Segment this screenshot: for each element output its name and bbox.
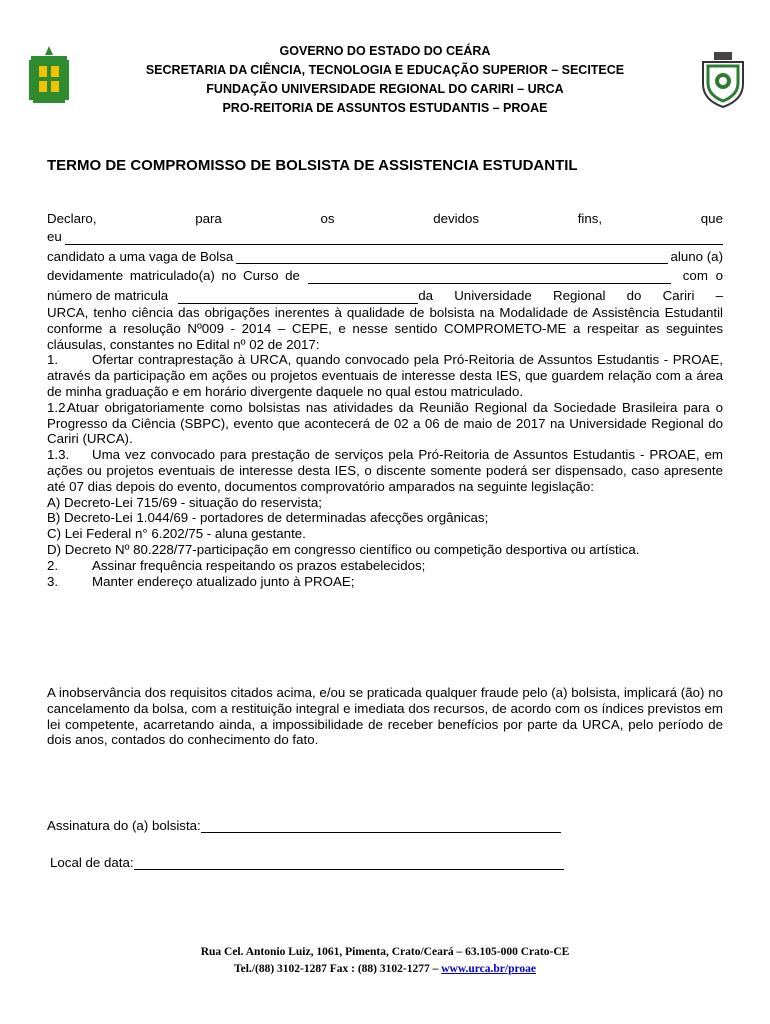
legislation-item: C) Lei Federal n° 6.202/75 - aluna gestante. bbox=[47, 526, 306, 542]
course-line bbox=[47, 268, 723, 284]
legislation-list bbox=[47, 495, 723, 558]
clause-number: 1.3. bbox=[47, 447, 70, 463]
intro-word: Declaro, bbox=[47, 211, 97, 226]
header-line-3: FUNDAÇÃO UNIVERSIDADE REGIONAL DO CARIRI – URCA bbox=[206, 82, 564, 96]
intro-line-1 bbox=[47, 211, 723, 227]
name-line bbox=[47, 229, 723, 245]
footer-address: Rua Cel. Antonio Luiz, 1061, Pimenta, Crato/Ceará – 63.105-000 Crato-CE bbox=[200, 946, 570, 958]
registration-field[interactable] bbox=[178, 292, 418, 304]
clause-2 bbox=[47, 558, 723, 574]
clause-body: Uma vez convocado para prestação de serviços pela Pró-Reitoria de Assuntos Estudantis - PROAE, em ações ou projetos eventuais de interesse desta IES, o discente somente poderá ser dispensado, caso apresente até 07 dias depois do evento, documentos comprovatório amparados na seguinte legislação: bbox=[47, 447, 723, 494]
scholarship-label: candidato a uma vaga de Bolsa bbox=[47, 248, 234, 264]
document-body bbox=[47, 211, 723, 589]
clause-3 bbox=[47, 574, 723, 590]
footer-website-link[interactable]: www.urca.br/proae bbox=[441, 963, 536, 975]
clause-number: 3. bbox=[47, 573, 59, 589]
header-line-4: PRO-REITORIA DE ASSUNTOS ESTUDANTIS – PROAE bbox=[222, 101, 548, 115]
eu-label: eu bbox=[47, 228, 62, 244]
intro-word: que bbox=[700, 211, 723, 226]
footer-phone: Tel./(88) 3102-1287 Fax : (88) 3102-1277 – bbox=[234, 963, 439, 975]
intro-word: para bbox=[195, 211, 222, 226]
location-date-field[interactable] bbox=[134, 857, 564, 870]
registration-label: número de matricula bbox=[47, 288, 169, 304]
scholarship-line bbox=[47, 249, 723, 265]
intro-word: devidos bbox=[433, 211, 480, 226]
clause-text bbox=[47, 400, 723, 447]
footer-contact bbox=[0, 961, 770, 978]
clause-text bbox=[47, 447, 723, 494]
clause-1 bbox=[47, 352, 723, 399]
signature-row bbox=[47, 818, 561, 833]
clause-body: Assinar frequência respeitando os prazos estabelecidos; bbox=[92, 557, 426, 573]
legislation-item: A) Decreto-Lei 715/69 - situação do reservista; bbox=[47, 494, 322, 510]
course-suffix: com o bbox=[682, 268, 723, 284]
intro-paragraph: URCA, tenho ciência das obrigações inerentes à qualidade de bolsista na Modalidade de Assistência Estudantil conforme a resolução Nº009 - 2014 – CEPE, e nesse sentido COMPROMETO-ME a respeitar as seguintes cláusulas, constantes no Edital nº 02 de 2017: bbox=[47, 304, 723, 352]
name-field[interactable] bbox=[65, 233, 723, 245]
legislation-item: B) Decreto-Lei 1.044/69 - portadores de determinadas afecções orgânicas; bbox=[47, 510, 489, 526]
clause-text bbox=[47, 352, 723, 399]
footer bbox=[0, 944, 770, 978]
signature-label: Assinatura do (a) bolsista: bbox=[47, 818, 201, 833]
header-line-1: GOVERNO DO ESTADO DO CEÁRA bbox=[279, 44, 491, 58]
closing-paragraph: A inobservância dos requisitos citados acima, e/ou se praticada qualquer fraude pelo (a) bolsista, implicará (ão) no cancelamento da bolsa, com a restituição integral e imediata dos recursos, de acordo com os índices previstos em lei competente, acarretando ainda, a impossibilidade de receber benefícios por parte da URCA, pelo período de dois anos, contados do conhecimento do fato. bbox=[47, 685, 723, 748]
intro-word: os bbox=[320, 211, 335, 226]
clause-number: 1. bbox=[47, 352, 59, 368]
header-line-2: SECRETARIA DA CIÊNCIA, TECNOLOGIA E EDUCAÇÃO SUPERIOR – SECITECE bbox=[145, 63, 625, 77]
closing-section bbox=[47, 685, 723, 748]
document-title: TERMO DE COMPROMISSO DE BOLSISTA DE ASSISTENCIA ESTUDANTIL bbox=[47, 157, 578, 174]
clause-body: Ofertar contraprestação à URCA, quando convocado pela Pró-Reitoria de Assuntos Estudantis - PROAE, através da participação em ações ou projetos eventuais de interesse desta IES, que guardem relação com a área de minha graduação e em horário divergente daquele no qual estou matriculado. bbox=[47, 352, 723, 399]
clause-body: Manter endereço atualizado junto à PROAE; bbox=[92, 573, 355, 589]
university-label: da Universidade Regional do Cariri – bbox=[418, 288, 723, 304]
clause-1-2 bbox=[47, 400, 723, 447]
clause-number: 2. bbox=[47, 557, 59, 573]
clause-number: 1.2. bbox=[47, 399, 70, 415]
registration-line bbox=[47, 288, 723, 304]
location-date-label: Local de data: bbox=[50, 855, 134, 870]
scholarship-field[interactable] bbox=[236, 252, 667, 264]
clause-1-3 bbox=[47, 447, 723, 494]
clause-body: Atuar obrigatoriamente como bolsistas nas atividades da Reunião Regional da Sociedade Brasileira para o Progresso da Ciência (SBPC), evento que acontecerá de 02 a 06 de maio de 2017 na Universidade Regional do Cariri (URCA). bbox=[47, 399, 723, 447]
student-label: aluno (a) bbox=[670, 248, 723, 264]
course-field[interactable] bbox=[308, 272, 671, 284]
legislation-item: D) Decreto Nº 80.228/77-participação em congresso científico ou competição desportiva ou artística. bbox=[47, 541, 640, 557]
intro-word: fins, bbox=[577, 211, 603, 226]
signature-field[interactable] bbox=[201, 820, 561, 833]
course-label: devidamente matriculado(a) no Curso de bbox=[47, 268, 300, 284]
letterhead bbox=[0, 42, 770, 118]
location-date-row bbox=[50, 855, 564, 870]
